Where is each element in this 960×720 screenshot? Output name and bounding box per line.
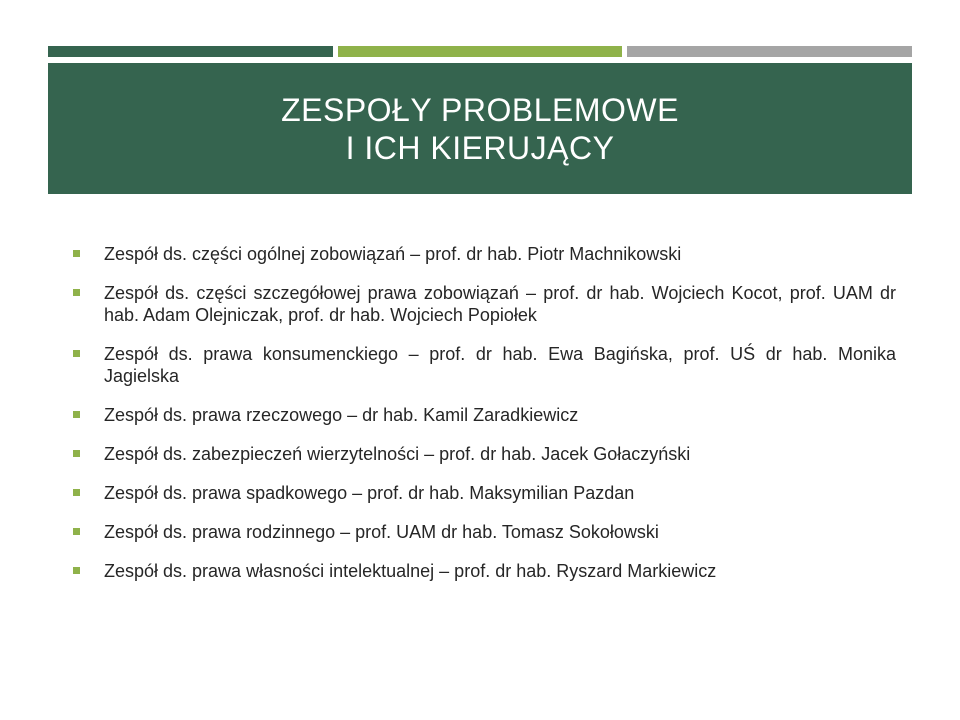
list-item-text: Zespół ds. zabezpieczeń wierzytelności – prof. dr hab. Jacek Gołaczyński <box>104 444 691 464</box>
list-item-text: Zespół ds. prawa rodzinnego – prof. UAM dr hab. Tomasz Sokołowski <box>104 522 659 542</box>
slide-title-line-2: I ICH KIERUJĄCY <box>345 129 615 166</box>
list-item-text: Zespół ds. prawa własności intelektualnej – prof. dr hab. Ryszard Markiewicz <box>104 561 717 581</box>
square-bullet-icon <box>73 350 80 357</box>
list-item <box>72 282 896 326</box>
list-item-text: Zespół ds. prawa spadkowego – prof. dr hab. Maksymilian Pazdan <box>104 483 635 503</box>
square-bullet-icon <box>73 528 80 535</box>
title-band <box>48 63 912 194</box>
slide-title <box>281 91 679 167</box>
list-item-text: Zespół ds. prawa rzeczowego – dr hab. Kamil Zaradkiewicz <box>104 405 579 425</box>
list-item-text: Zespół ds. części szczegółowej prawa zobowiązań – prof. dr hab. Wojciech Kocot, prof. UAM dr hab. Adam Olejniczak, prof. dr hab. Wojciech Popiołek <box>104 283 896 325</box>
slide-content <box>72 243 896 599</box>
list-item <box>72 521 896 543</box>
square-bullet-icon <box>73 450 80 457</box>
square-bullet-icon <box>73 411 80 418</box>
slide-title-line-1: ZESPOŁY PROBLEMOWE <box>281 91 679 128</box>
square-bullet-icon <box>73 489 80 496</box>
accent-bar-gray <box>627 46 912 57</box>
accent-bar-light-green <box>338 46 622 57</box>
list-item <box>72 482 896 504</box>
list-item-text: Zespół ds. części ogólnej zobowiązań – prof. dr hab. Piotr Machnikowski <box>104 244 682 264</box>
bullet-list <box>72 243 896 582</box>
list-item <box>72 560 896 582</box>
list-item <box>72 343 896 387</box>
square-bullet-icon <box>73 567 80 574</box>
square-bullet-icon <box>73 250 80 257</box>
list-item-text: Zespół ds. prawa konsumenckiego – prof. dr hab. Ewa Bagińska, prof. UŚ dr hab. Monika Jagielska <box>104 344 896 386</box>
list-item <box>72 404 896 426</box>
list-item <box>72 443 896 465</box>
list-item <box>72 243 896 265</box>
top-accent-bars <box>48 46 912 57</box>
accent-bar-dark-green <box>48 46 333 57</box>
square-bullet-icon <box>73 289 80 296</box>
